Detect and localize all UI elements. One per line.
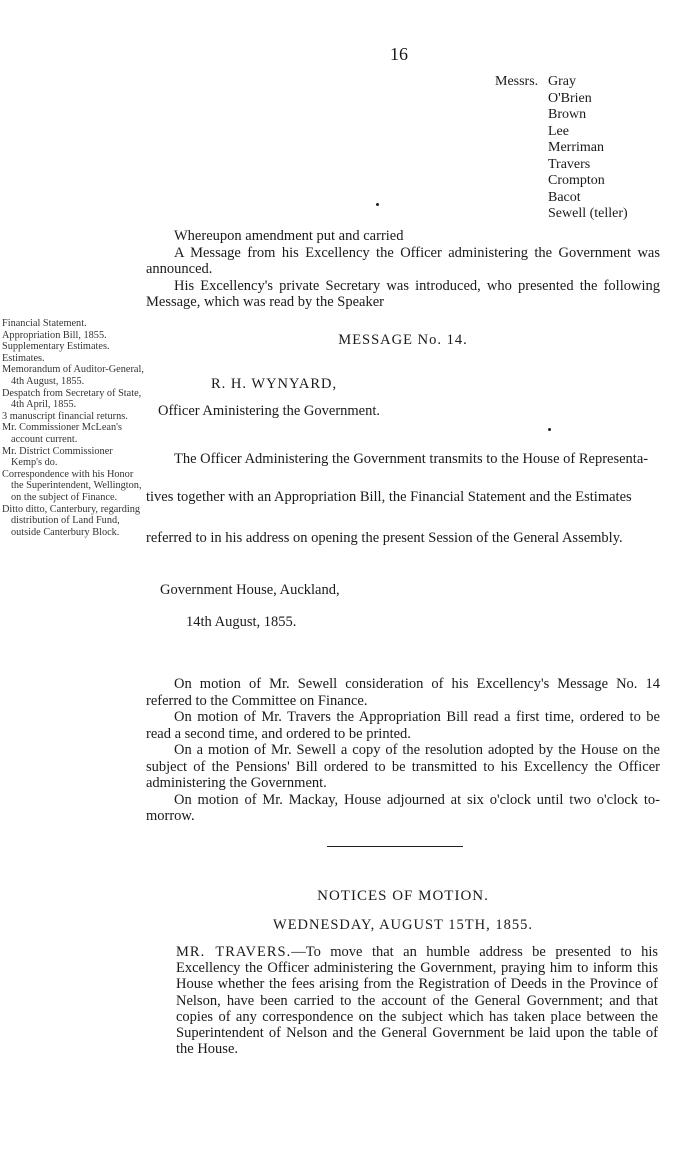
ink-speck <box>376 203 379 206</box>
ink-speck <box>548 428 551 431</box>
division-name: Lee <box>548 123 569 139</box>
opening-line-2: A Message from his Excellency the Officer administering the Government was announced. <box>146 244 660 277</box>
message-date: 14th August, 1855. <box>186 614 297 630</box>
message-text-line-2: tives together with an Appropriation Bill, the Financial Statement and the Estimates <box>146 489 632 505</box>
section-divider <box>327 846 463 847</box>
motion-paragraph: On motion of Mr. Mackay, House adjourned at six o'clock until two o'clock to-morrow. <box>146 791 660 824</box>
division-name: Crompton <box>548 173 605 188</box>
margin-note: Mr. District Commissioner Kemp's do. <box>2 445 113 469</box>
margin-note: Appropriation Bill, 1855. <box>2 329 107 341</box>
margin-note: Financial Statement. <box>2 318 87 329</box>
division-name: Merriman <box>548 140 604 155</box>
notice-text: —To move that an humble address be presented to his Excellency the Officer administering the Government, praying him to inform this House whether the fees arising from the Registration of Deeds in the Province of Nelson, have been carried to the account of the General Government; and that copies of any correspondence on the subject which has taken place between the Superintendent of Nelson and the General Government be laid upon the table of the House. <box>176 944 658 1058</box>
margin-note: Despatch from Secretary of State, 4th April, 1855. <box>2 387 142 411</box>
notice-paragraph <box>176 944 658 1057</box>
margin-note: 3 manuscript financial returns. <box>2 410 128 422</box>
division-label: Messrs. <box>495 74 539 89</box>
opening-line-3: His Excellency's private Secretary was introduced, who presented the following Message, which was read by the Speaker <box>146 277 660 310</box>
margin-note: Correspondence with his Honor the Superintendent, Wellington, on the subject of Finance. <box>2 468 142 503</box>
margin-note: Estimates. <box>2 352 45 364</box>
margin-note: Memorandum of Auditor-General, 4th August, 1855. <box>2 364 144 387</box>
motion-paragraph: On motion of Mr. Sewell consideration of his Excellency's Message No. 14 referred to the Committee on Finance. <box>146 676 660 709</box>
message-heading: MESSAGE No. 14. <box>338 332 468 348</box>
margin-note: Supplementary Estimates. <box>2 341 110 353</box>
message-office: Officer Aministering the Government. <box>158 403 381 419</box>
division-name: Brown <box>548 107 587 122</box>
notices-heading: NOTICES OF MOTION. <box>317 888 489 904</box>
division-name: O'Brien <box>548 90 592 106</box>
division-name: Sewell (teller) <box>548 206 628 221</box>
motion-paragraph: On motion of Mr. Travers the Appropriation Bill read a first time, ordered to be read a second time, and ordered to be printed. <box>146 709 660 742</box>
message-text-line-3: referred to in his address on opening the present Session of the General Assembly. <box>146 530 623 546</box>
division-names-list <box>548 74 628 223</box>
division-name: Gray <box>548 74 576 89</box>
notices-date: WEDNESDAY, AUGUST 15TH, 1855. <box>273 917 533 933</box>
message-signatory: R. H. WYNYARD, <box>211 376 338 392</box>
opening-block <box>146 228 660 311</box>
margin-note: Ditto ditto, Canterbury, regarding distribution of Land Fund, outside Canterbury Block. <box>2 503 141 538</box>
message-place: Government House, Auckland, <box>160 582 340 598</box>
margin-note: Mr. Commissioner McLean's account current. <box>2 422 122 445</box>
division-name: Travers <box>548 156 591 172</box>
motion-paragraph: On a motion of Mr. Sewell a copy of the resolution adopted by the House on the subject of the Pensions' Bill ordered to be transmitted to his Excellency the Officer administering the Government. <box>146 742 660 791</box>
notice-mover: MR. TRAVERS. <box>176 944 292 960</box>
message-text-line-1: The Officer Administering the Government transmits to the House of Representa- <box>174 451 649 467</box>
page-number: 16 <box>390 44 408 64</box>
division-name: Bacot <box>548 189 581 205</box>
opening-line-1: Whereupon amendment put and carried <box>174 228 404 244</box>
margin-notes <box>2 318 144 538</box>
motions-block <box>146 676 660 825</box>
